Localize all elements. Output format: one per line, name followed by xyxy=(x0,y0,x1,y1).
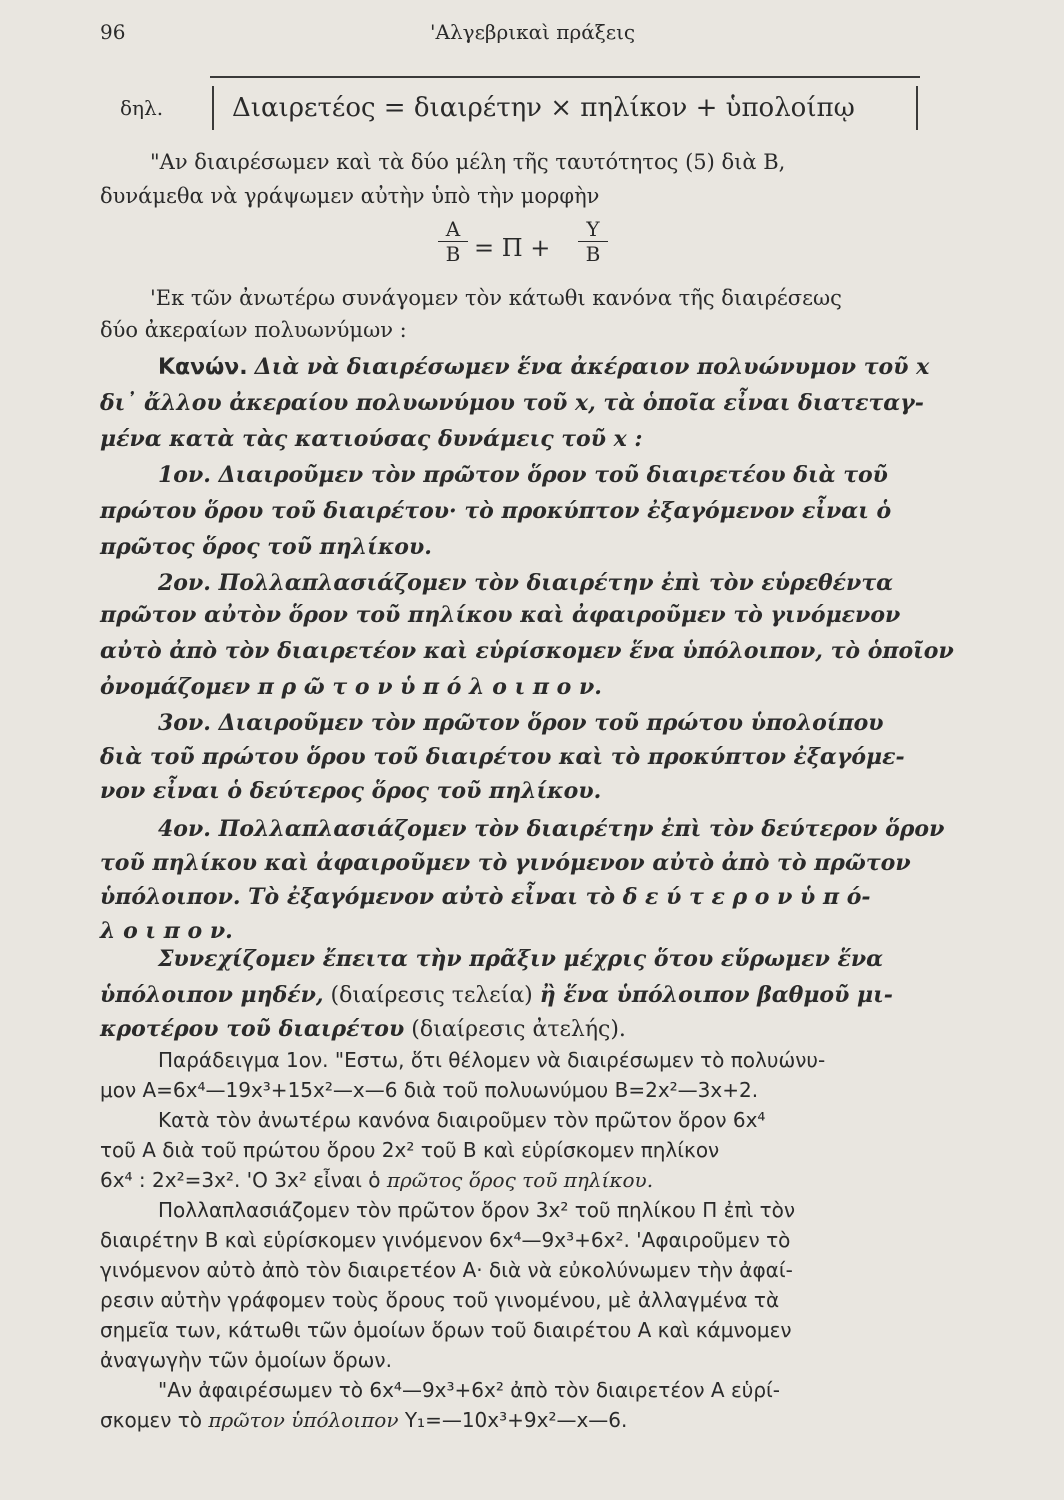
example-line-7: διαιρέτην Β καὶ εὑρίσκομεν γινόμενον 6x⁴—9x³+6x². 'Αφαιροῦμεν τὸ xyxy=(100,1228,791,1252)
step-4-line-3: ὑπόλοιπον. Τὸ ἐξαγόμενον αὐτὸ εἶναι τὸ δ ε ύ τ ε ρ ο ν ὑ π ό- xyxy=(100,884,871,910)
page-number: 96 xyxy=(100,20,126,44)
fraction-a-over-b xyxy=(438,218,468,265)
identity-box xyxy=(212,86,918,130)
step-3-line-2: διὰ τοῦ πρώτου ὅρου τοῦ διαιρέτου καὶ τὸ προκύπτον ἐξαγόμε- xyxy=(100,744,905,770)
example-line-6: Πολλαπλασιάζομεν τὸν πρῶτον ὅρον 3x² τοῦ πηλίκου Π ἐπὶ τὸν xyxy=(158,1198,796,1222)
example-first-remainder-value: Y₁=—10x³+9x²—x—6. xyxy=(398,1408,628,1432)
box-top-rule xyxy=(210,76,920,78)
rule-heading: Κανών. xyxy=(158,355,248,380)
conclusion-line-1: Συνεχίζομεν ἔπειτα τὴν πρᾶξιν μέχρις ὅτου εὕρωμεν ἕνα xyxy=(158,946,884,972)
example-line-10: σημεῖα των, κάτωθι τῶν ὁμοίων ὅρων τοῦ διαιρέτου Α καὶ κάμνομεν xyxy=(100,1318,792,1342)
conclusion-inexact-division: (διαίρεσις ἀτελής). xyxy=(404,1017,626,1042)
example-remainder-prefix: σκομεν τὸ xyxy=(100,1408,209,1432)
step-4-line-4: λ ο ι π ο ν. xyxy=(100,918,233,944)
running-title: 'Αλγεβρικαὶ πράξεις xyxy=(430,20,636,44)
example-line-9: ρεσιν αὐτὴν γράφομεν τοὺς ὅρους τοῦ γινομένου, μὲ ἀλλαγμένα τὰ xyxy=(100,1288,780,1312)
example-line-8: γινόμενον αὐτὸ ἀπὸ τὸν διαιρετέον Α· διὰ νὰ εὐκολύνωμεν τὴν ἀφαί- xyxy=(100,1258,793,1282)
formula-middle: = Π + xyxy=(474,234,551,262)
identity-formula: Διαιρετέος = διαιρέτην × πηλίκον + ὑπολοίπῳ xyxy=(232,93,855,123)
conclusion-zero-remainder: ὑπόλοιπον μηδέν, xyxy=(100,982,324,1008)
step-4-line-2: τοῦ πηλίκου καὶ ἀφαιροῦμεν τὸ γινόμενον αὐτὸ ἀπὸ τὸ πρῶτον xyxy=(100,850,911,876)
fraction-denominator: B xyxy=(585,242,601,266)
example-line-3: Κατὰ τὸν ἀνωτέρω κανόνα διαιροῦμεν τὸν πρῶτον ὅρον 6x⁴ xyxy=(158,1108,766,1132)
conclusion-divisor-degree: κροτέρου τοῦ διαιρέτου xyxy=(100,1016,405,1042)
step-2-line-3: αὐτὸ ἀπὸ τὸν διαιρετέον καὶ εὑρίσκομεν ἕνα ὑπόλοιπον, τὸ ὁποῖον xyxy=(100,638,954,664)
step-1-line-3: πρῶτος ὅρος τοῦ πηλίκου. xyxy=(100,534,432,560)
example-line-4: τοῦ Α διὰ τοῦ πρώτου ὅρου 2x² τοῦ Β καὶ εὑρίσκομεν πηλίκον xyxy=(100,1138,720,1162)
step-3-line-3: νον εἶναι ὁ δεύτερος ὅρος τοῦ πηλίκου. xyxy=(100,778,602,804)
conclusion-line-3 xyxy=(100,1016,626,1042)
lead-line-1: 'Εκ τῶν ἀνωτέρω συνάγομεν τὸν κάτωθι κανόνα τῆς διαιρέσεως xyxy=(150,286,842,310)
step-2-line-4: ὀνομάζομεν π ρ ῶ τ ο ν ὑ π ό λ ο ι π ο ν. xyxy=(100,674,602,700)
step-3-line-1: 3ον. Διαιροῦμεν τὸν πρῶτον ὅρον τοῦ πρώτου ὑπολοίπου xyxy=(158,710,884,736)
example-line-1: Παράδειγμα 1ον. "Εστω, ὅτι θέλομεν νὰ διαιρέσωμεν τὸ πολυώνυ- xyxy=(158,1048,826,1072)
example-quotient-computation: 6x⁴ : 2x²=3x². 'Ο 3x² εἶναι ὁ xyxy=(100,1168,387,1192)
example-line-2: μον Α=6x⁴—19x³+15x²—x—6 διὰ τοῦ πολυωνύμου Β=2x²—3x+2. xyxy=(100,1078,759,1102)
fraction-numerator: Y xyxy=(586,217,600,241)
example-line-11: ἀναγωγὴν τῶν ὁμοίων ὅρων. xyxy=(100,1348,392,1372)
fraction-numerator: A xyxy=(445,217,461,241)
lead-line-2: δύο ἀκεραίων πολυωνύμων : xyxy=(100,318,407,342)
rule-text: Διὰ νὰ διαιρέσωμεν ἕνα ἀκέραιον πολυώνυμον τοῦ x xyxy=(254,354,930,380)
example-line-12: "Αν ἀφαιρέσωμεν τὸ 6x⁴—9x³+6x² ἀπὸ τὸν διαιρετέον Α εὑρί- xyxy=(158,1378,781,1402)
fraction-y-over-b xyxy=(578,218,608,265)
step-4-line-1: 4ον. Πολλαπλασιάζομεν τὸν διαιρέτην ἐπὶ τὸν δεύτερον ὅρον xyxy=(158,816,945,842)
step-1-line-1: 1ον. Διαιροῦμεν τὸν πρῶτον ὅρον τοῦ διαιρετέου διὰ τοῦ xyxy=(158,462,888,488)
step-1-line-2: πρώτου ὅρου τοῦ διαιρέτου· τὸ προκύπτον ἐξαγόμενον εἶναι ὁ xyxy=(100,498,892,524)
rule-line-3: μένα κατὰ τὰς κατιούσας δυνάμεις τοῦ x : xyxy=(100,426,643,452)
identity-prefix: δηλ. xyxy=(120,96,164,120)
example-line-5 xyxy=(100,1168,653,1192)
example-first-remainder-label: πρῶτον ὑπόλοιπον xyxy=(208,1408,399,1432)
conclusion-exact-division: (διαίρεσις τελεία) xyxy=(323,983,540,1008)
intro-line-2: δυνάμεθα νὰ γράψωμεν αὐτὴν ὑπὸ τὴν μορφὴν xyxy=(100,184,600,208)
step-2-line-2: πρῶτον αὐτὸν ὅρον τοῦ πηλίκου καὶ ἀφαιροῦμεν τὸ γινόμενον xyxy=(100,602,901,628)
intro-line-1: "Αν διαιρέσωμεν καὶ τὰ δύο μέλη τῆς ταυτότητος (5) διὰ Β, xyxy=(150,150,786,174)
step-2-line-1: 2ον. Πολλαπλασιάζομεν τὸν διαιρέτην ἐπὶ τὸν εὑρεθέντα xyxy=(158,570,894,596)
conclusion-line-2 xyxy=(100,982,893,1008)
conclusion-lower-degree: ἢ ἕνα ὑπόλοιπον βαθμοῦ μι- xyxy=(539,982,893,1008)
rule-line-1 xyxy=(158,354,929,380)
example-line-13 xyxy=(100,1408,627,1432)
example-first-term-label: πρῶτος ὅρος τοῦ πηλίκου. xyxy=(386,1168,654,1192)
rule-line-2: δι᾿ ἄλλου ἀκεραίου πολυωνύμου τοῦ x, τὰ ὁποῖα εἶναι διατεταγ- xyxy=(100,390,924,416)
fraction-denominator: B xyxy=(445,242,461,266)
